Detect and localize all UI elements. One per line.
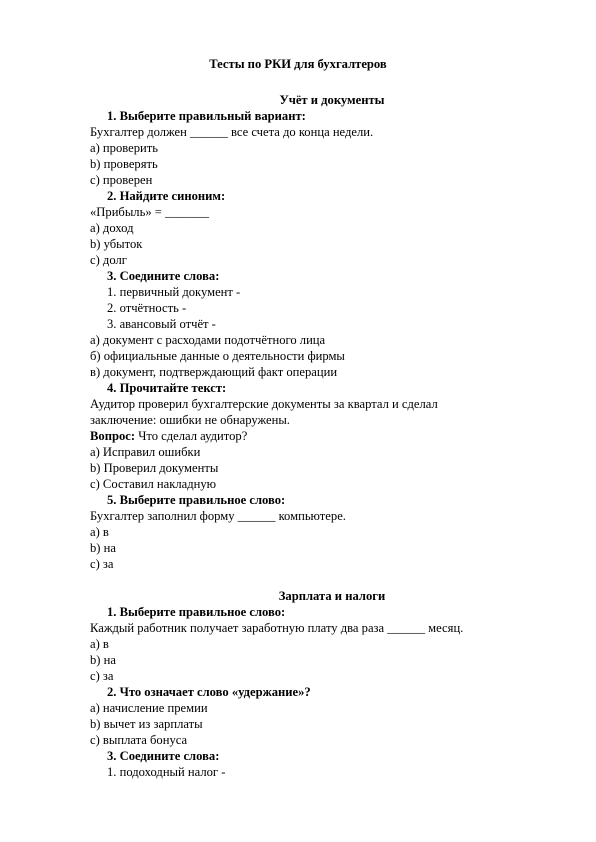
answer-option: b) на [90,653,116,667]
question-line [90,428,570,444]
question-title: 1. Выберите правильное слово: [107,605,286,619]
answer-option: c) выплата бонуса [90,733,188,747]
question-title: 3. Соедините слова: [107,749,220,763]
question-label: Вопрос: [90,429,136,443]
answer-option: c) Составил накладную [90,477,217,491]
question-text: Бухгалтер заполнил форму ______ компьютере. [90,509,346,523]
answer-option: a) в [90,525,109,539]
answer-option: b) на [90,541,116,555]
answer-option: b) вычет из зарплаты [90,717,203,731]
document-title: Тесты по РКИ для бухгалтеров [209,57,387,71]
question-title: 3. Соедините слова: [107,269,220,283]
answer-option: a) начисление премии [90,701,208,715]
answer-option: a) в [90,637,109,651]
answer-option: c) проверен [90,173,153,187]
answer-option: b) Проверил документы [90,461,219,475]
answer-option: б) официальные данные о деятельности фирмы [90,349,345,363]
section-title: Зарплата и налоги [278,589,386,603]
answer-option: в) документ, подтверждающий факт операции [90,365,338,379]
answer-option: c) за [90,557,114,571]
section-accounting-documents [90,92,570,572]
answer-option: c) за [90,669,114,683]
question-text: «Прибыль» = _______ [90,205,210,219]
section-salary-taxes [90,588,570,780]
answer-option: c) долг [90,253,127,267]
match-item: 1. подоходный налог - [107,765,226,779]
match-item: 1. первичный документ - [107,285,241,299]
reading-text-line: заключение: ошибки не обнаружены. [90,413,290,427]
section-title: Учёт и документы [279,93,385,107]
question-text: Бухгалтер должен ______ все счета до конца недели. [90,125,374,139]
question-text: Каждый работник получает заработную плату два раза ______ месяц. [90,621,464,635]
question-title: 5. Выберите правильное слово: [107,493,286,507]
question-title: 2. Найдите синоним: [107,189,226,203]
match-item: 2. отчётность - [107,301,187,315]
answer-option: b) проверять [90,157,158,171]
reading-text-line: Аудитор проверил бухгалтерские документы за квартал и сделал [90,397,438,411]
answer-option: b) убыток [90,237,143,251]
answer-option: a) проверить [90,141,159,155]
question-title: 2. Что означает слово «удержание»? [107,685,311,699]
question-title: 4. Прочитайте текст: [107,381,227,395]
question-text: Что сделал аудитор? [135,429,248,443]
match-item: 3. авансовый отчёт - [107,317,216,331]
question-title: 1. Выберите правильный вариант: [107,109,306,123]
answer-option: a) доход [90,221,134,235]
answer-option: a) Исправил ошибки [90,445,201,459]
answer-option: а) документ с расходами подотчётного лица [90,333,326,347]
